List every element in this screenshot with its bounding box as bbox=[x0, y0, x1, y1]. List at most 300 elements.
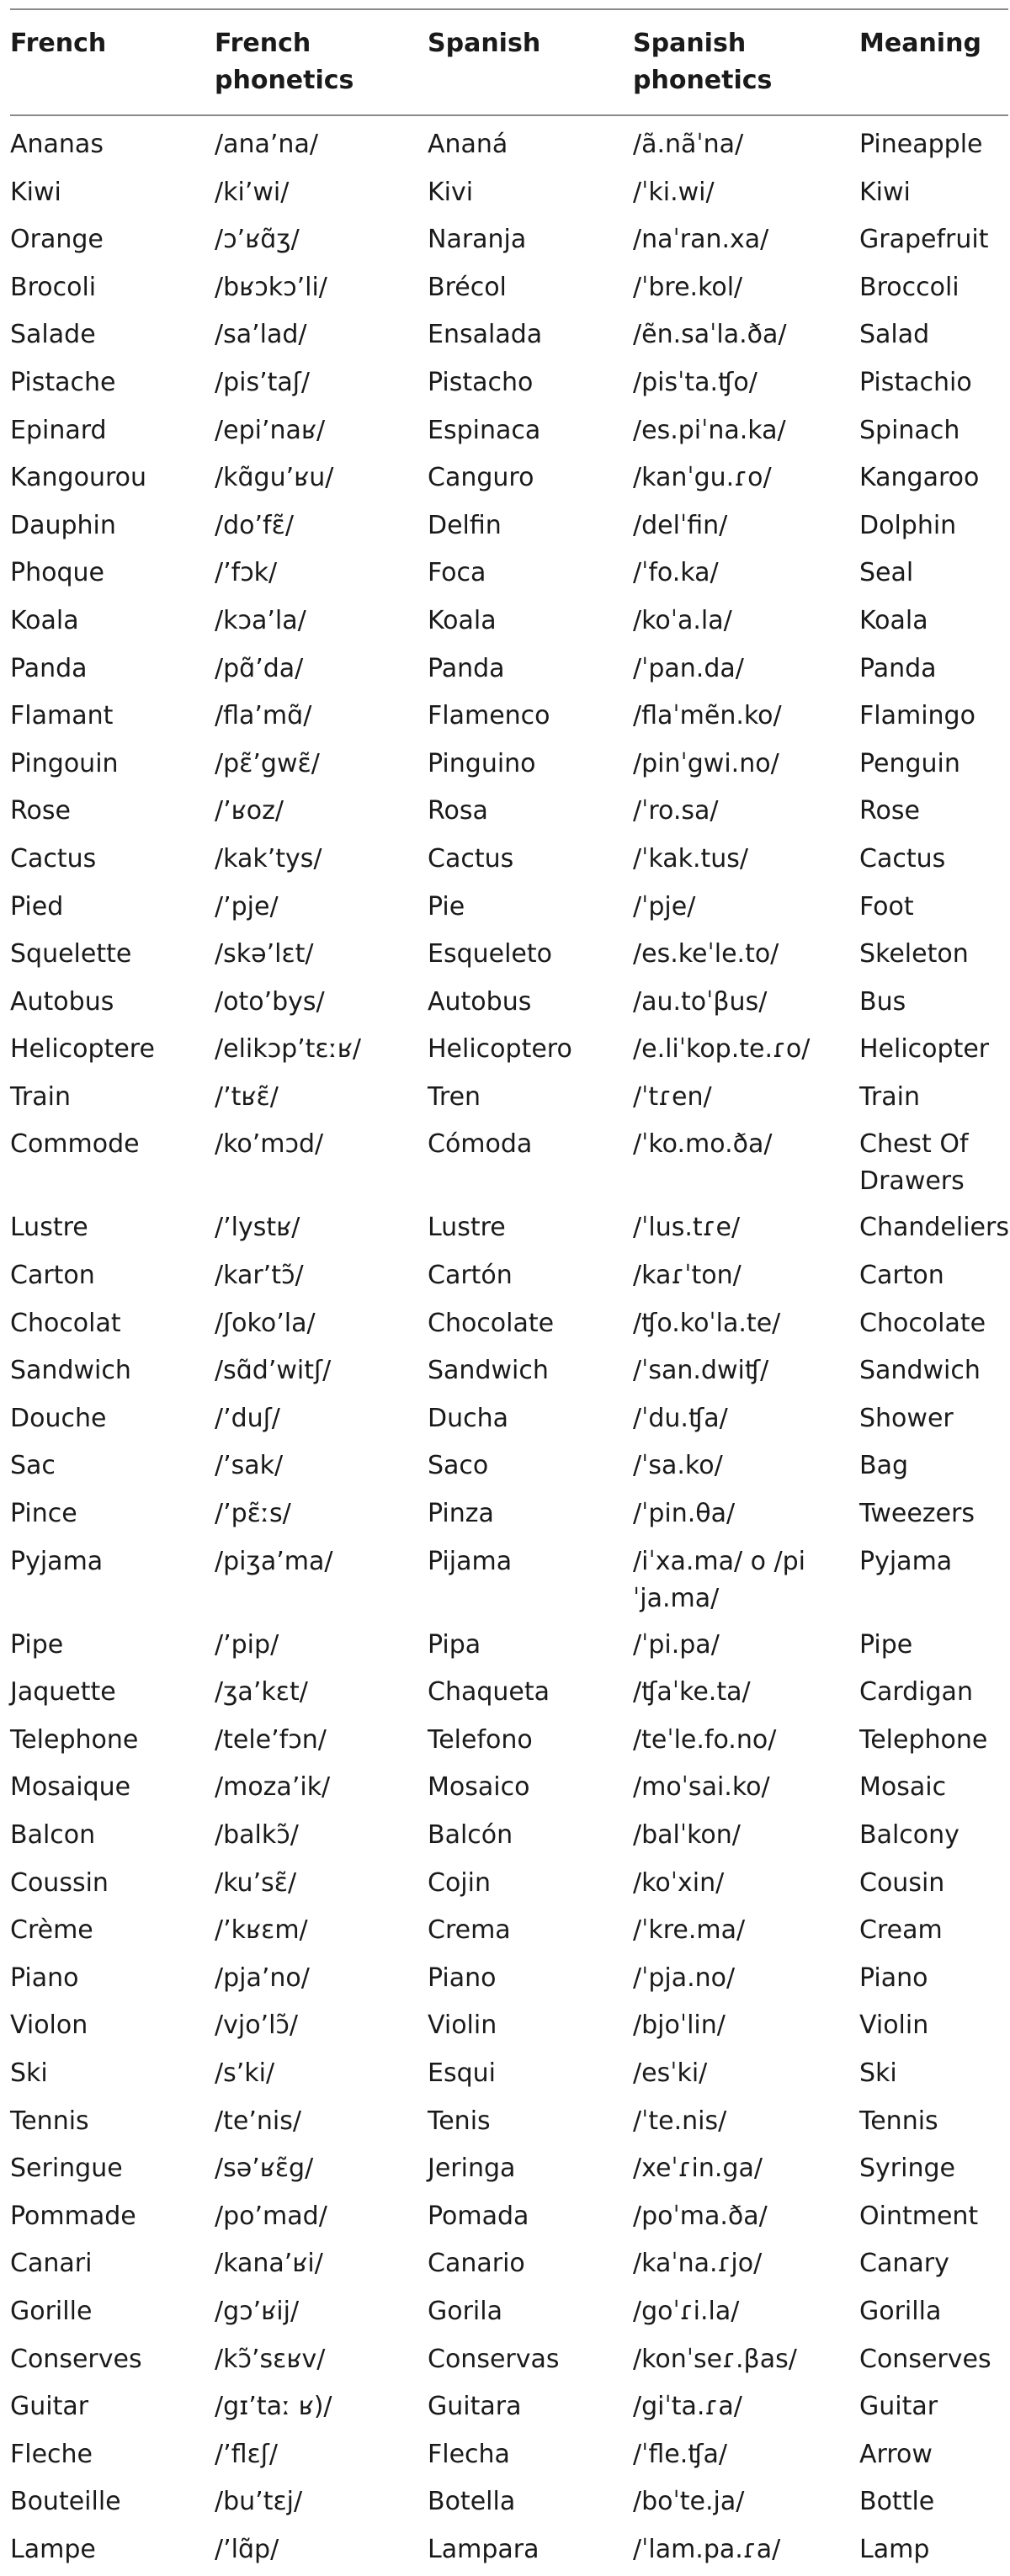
cell-meaning: Rose bbox=[859, 796, 920, 826]
cell-french-phonetics: /kar’tɔ̃/ bbox=[215, 1261, 304, 1291]
cell-spanish-word: Chocolate bbox=[428, 1308, 555, 1338]
cell-french-phonetics: /vjo’lɔ̃/ bbox=[215, 2010, 299, 2041]
cell-french-phonetics: /sɑ̃d’witʃ/ bbox=[215, 1356, 332, 1386]
cell-spanish-word: Telefono bbox=[428, 1724, 533, 1755]
cell-french-phonetics: /gɪ’taː ʁ)/ bbox=[215, 2392, 332, 2422]
cell-spanish-word: Saco bbox=[428, 1451, 489, 1481]
cell-french-word: Violon bbox=[10, 2010, 88, 2041]
cell-spanish-phonetics: /teˈle.fo.no/ bbox=[633, 1724, 777, 1755]
cell-french-phonetics: /’pje/ bbox=[215, 891, 279, 922]
cell-spanish-word: Chaqueta bbox=[428, 1677, 550, 1708]
cell-meaning: Arrow bbox=[859, 2439, 933, 2469]
cell-french-phonetics: /pis’taʃ/ bbox=[215, 367, 310, 397]
table-row bbox=[10, 1617, 1008, 1665]
cell-meaning: Tweezers bbox=[859, 1499, 975, 1529]
cell-french-word: Carton bbox=[10, 1261, 95, 1291]
cell-meaning: Pyjama bbox=[859, 1546, 953, 1576]
cell-french-word: Train bbox=[10, 1081, 71, 1112]
cell-french-phonetics: /ki’wi/ bbox=[215, 177, 290, 207]
cell-spanish-phonetics: /ˈlus.tɾe/ bbox=[633, 1213, 741, 1243]
cell-french-phonetics: /s’ki/ bbox=[215, 2058, 275, 2088]
cell-french-phonetics: /kana’ʁi/ bbox=[215, 2249, 323, 2279]
cell-spanish-word: Conservas bbox=[428, 2344, 560, 2374]
cell-spanish-word: Crema bbox=[428, 1915, 511, 1946]
cell-french-phonetics: /ʃoko’la/ bbox=[215, 1308, 316, 1338]
cell-french-word: Pied bbox=[10, 891, 64, 922]
cell-meaning: Broccoli bbox=[859, 272, 960, 302]
cell-french-phonetics: /’pip/ bbox=[215, 1629, 279, 1660]
cell-meaning: Pipe bbox=[859, 1629, 913, 1660]
cell-meaning: Guitar bbox=[859, 2392, 938, 2422]
cell-french-phonetics: /’tʁɛ̃/ bbox=[215, 1081, 279, 1112]
cell-french-word: Guitar bbox=[10, 2392, 89, 2422]
cell-meaning: Salad bbox=[859, 320, 930, 350]
cell-french-word: Canari bbox=[10, 2249, 93, 2279]
table-row bbox=[10, 1950, 1008, 1998]
cell-meaning: Cactus bbox=[859, 843, 946, 874]
cell-french-word: Rose bbox=[10, 796, 71, 826]
table-row bbox=[10, 688, 1008, 736]
cell-spanish-phonetics: /bjoˈlin/ bbox=[633, 2010, 726, 2041]
cell-spanish-phonetics: /ˈpje/ bbox=[633, 891, 696, 922]
cell-meaning: Pistachio bbox=[859, 367, 972, 397]
table-row bbox=[10, 116, 1008, 164]
table-row bbox=[10, 2521, 1008, 2569]
cell-spanish-word: Panda bbox=[428, 653, 505, 683]
cell-meaning: Chest Of Drawers bbox=[859, 1129, 969, 1197]
cell-french-phonetics: /’pɛ̃ːs/ bbox=[215, 1499, 291, 1529]
cell-meaning: Panda bbox=[859, 653, 937, 683]
cell-french-word: Squelette bbox=[10, 939, 132, 969]
cell-spanish-phonetics: /giˈta.ɾa/ bbox=[633, 2392, 742, 2422]
cell-meaning: Carton bbox=[859, 1261, 944, 1291]
cell-spanish-phonetics: /ˈpan.da/ bbox=[633, 653, 744, 683]
cell-spanish-phonetics: /ˈtɾen/ bbox=[633, 1081, 712, 1112]
table-row bbox=[10, 1855, 1008, 1903]
cell-spanish-word: Delfin bbox=[428, 510, 502, 540]
cell-french-word: Tennis bbox=[10, 2106, 89, 2136]
cell-meaning: Seal bbox=[859, 558, 914, 588]
cell-french-phonetics: /bʁɔkɔ’li/ bbox=[215, 272, 327, 302]
table-row bbox=[10, 306, 1008, 354]
cell-french-word: Gorille bbox=[10, 2296, 93, 2326]
cell-spanish-phonetics: /ˈsan.dwiʧ/ bbox=[633, 1356, 769, 1386]
cell-meaning: Telephone bbox=[859, 1724, 988, 1755]
table-row bbox=[10, 1485, 1008, 1533]
cell-french-word: Kangourou bbox=[10, 463, 146, 493]
cell-meaning: Bus bbox=[859, 986, 906, 1017]
cell-spanish-phonetics: /es.piˈna.ka/ bbox=[633, 415, 786, 445]
cell-meaning: Ski bbox=[859, 2058, 897, 2088]
cell-meaning: Violin bbox=[859, 2010, 929, 2041]
cell-french-word: Lampe bbox=[10, 2534, 96, 2564]
table-row bbox=[10, 211, 1008, 259]
cell-meaning: Kiwi bbox=[859, 177, 911, 207]
cell-french-phonetics: /sa’lad/ bbox=[215, 320, 307, 350]
cell-french-phonetics: /sə’ʁɛ̃g/ bbox=[215, 2154, 314, 2184]
header-spanish-phonetics: Spanish phonetics bbox=[633, 29, 773, 95]
cell-french-phonetics: /balkɔ̃/ bbox=[215, 1820, 299, 1850]
header-french-phonetics: French phonetics bbox=[215, 29, 354, 95]
cell-french-word: Epinard bbox=[10, 415, 107, 445]
cell-spanish-word: Pomada bbox=[428, 2201, 529, 2231]
cell-french-phonetics: /ko’mɔd/ bbox=[215, 1129, 324, 1160]
cell-meaning: Tennis bbox=[859, 2106, 938, 2136]
table-row bbox=[10, 2188, 1008, 2236]
cell-spanish-word: Flecha bbox=[428, 2439, 510, 2469]
cell-spanish-phonetics: /ˈfle.ʧa/ bbox=[633, 2439, 728, 2469]
cell-french-word: Piano bbox=[10, 1963, 79, 1993]
cell-spanish-phonetics: /ʧo.koˈla.te/ bbox=[633, 1308, 781, 1338]
cell-spanish-phonetics: /ˈkak.tus/ bbox=[633, 843, 749, 874]
cell-spanish-phonetics: /pisˈta.ʧo/ bbox=[633, 367, 758, 397]
cell-meaning: Kangaroo bbox=[859, 463, 980, 493]
cell-spanish-phonetics: /esˈki/ bbox=[633, 2058, 708, 2088]
cell-meaning: Koala bbox=[859, 605, 928, 635]
table-row bbox=[10, 2045, 1008, 2093]
cell-spanish-phonetics: /ˈbre.kol/ bbox=[633, 272, 743, 302]
cell-french-word: Sac bbox=[10, 1451, 56, 1481]
cell-french-phonetics: /oto’bys/ bbox=[215, 986, 325, 1017]
cell-meaning: Balcony bbox=[859, 1820, 960, 1850]
cell-french-word: Telephone bbox=[10, 1724, 139, 1755]
cell-french-word: Sandwich bbox=[10, 1356, 131, 1386]
cell-spanish-phonetics: /ˈki.wi/ bbox=[633, 177, 715, 207]
cell-french-word: Brocoli bbox=[10, 272, 97, 302]
cell-meaning: Cream bbox=[859, 1915, 943, 1946]
cell-french-word: Helicoptere bbox=[10, 1034, 155, 1065]
cell-french-phonetics: /’flɛʃ/ bbox=[215, 2439, 278, 2469]
cell-french-word: Pommade bbox=[10, 2201, 136, 2231]
cell-french-word: Coussin bbox=[10, 1867, 109, 1898]
table-row bbox=[10, 259, 1008, 307]
cell-french-word: Kiwi bbox=[10, 177, 61, 207]
cell-spanish-word: Ananá bbox=[428, 130, 508, 159]
cell-spanish-word: Flamenco bbox=[428, 701, 550, 731]
cell-french-word: Cactus bbox=[10, 843, 97, 874]
cell-french-word: Bouteille bbox=[10, 2487, 121, 2517]
cell-spanish-phonetics: /pinˈgwi.no/ bbox=[633, 748, 779, 778]
cell-spanish-phonetics: /moˈsai.ko/ bbox=[633, 1772, 770, 1803]
cell-meaning: Conserves bbox=[859, 2344, 991, 2374]
table-row bbox=[10, 1247, 1008, 1295]
table-row bbox=[10, 1712, 1008, 1760]
table-body bbox=[0, 116, 1010, 2569]
cell-french-phonetics: /do’fɛ̃/ bbox=[215, 510, 294, 540]
cell-french-word: Ski bbox=[10, 2058, 48, 2088]
table-row bbox=[10, 1902, 1008, 1950]
cell-french-word: Autobus bbox=[10, 986, 114, 1017]
cell-french-word: Ananas bbox=[10, 130, 104, 159]
cell-spanish-phonetics: /ˈfo.ka/ bbox=[633, 558, 719, 588]
cell-meaning: Skeleton bbox=[859, 939, 969, 969]
table-row bbox=[10, 1437, 1008, 1485]
cell-spanish-phonetics: /poˈma.ða/ bbox=[633, 2201, 768, 2231]
cell-french-word: Salade bbox=[10, 320, 96, 350]
cell-spanish-word: Lustre bbox=[428, 1213, 506, 1243]
table-row bbox=[10, 1997, 1008, 2045]
table-row bbox=[10, 2378, 1008, 2426]
header-spanish: Spanish bbox=[428, 29, 541, 58]
cell-french-phonetics: /elikɔp’tɛːʁ/ bbox=[215, 1034, 361, 1065]
table-row bbox=[10, 974, 1008, 1022]
cell-french-phonetics: /tele’fɔn/ bbox=[215, 1724, 327, 1755]
table-row bbox=[10, 1069, 1008, 1117]
cell-french-word: Conserves bbox=[10, 2344, 142, 2374]
cell-meaning: Bottle bbox=[859, 2487, 935, 2517]
cell-spanish-word: Autobus bbox=[428, 986, 532, 1017]
cell-french-phonetics: /’kʁɛm/ bbox=[215, 1915, 308, 1946]
cell-french-word: Crème bbox=[10, 1915, 93, 1946]
table-row bbox=[10, 1807, 1008, 1855]
cell-french-phonetics: /kɔ̃’sɛʁv/ bbox=[215, 2344, 326, 2374]
table-row bbox=[10, 2331, 1008, 2379]
cell-meaning: Helicopter bbox=[859, 1034, 990, 1065]
cell-french-phonetics: /piʒa’ma/ bbox=[215, 1546, 333, 1576]
cell-french-phonetics: /moza’ik/ bbox=[215, 1772, 331, 1803]
cell-spanish-phonetics: /kaɾˈton/ bbox=[633, 1261, 742, 1291]
cell-french-phonetics: /gɔ’ʁij/ bbox=[215, 2296, 300, 2326]
cell-spanish-phonetics: /ˈpi.pa/ bbox=[633, 1629, 720, 1660]
cell-french-phonetics: /’duʃ/ bbox=[215, 1403, 280, 1433]
cell-spanish-word: Piano bbox=[428, 1963, 497, 1993]
cell-meaning: Lamp bbox=[859, 2534, 930, 2564]
cell-spanish-phonetics: /ˈte.nis/ bbox=[633, 2106, 727, 2136]
cell-french-word: Koala bbox=[10, 605, 79, 635]
cell-spanish-word: Pie bbox=[428, 891, 465, 922]
cell-spanish-phonetics: /ˈpja.no/ bbox=[633, 1963, 736, 1993]
table-row bbox=[10, 354, 1008, 402]
cell-spanish-word: Pinza bbox=[428, 1499, 494, 1529]
cell-spanish-word: Mosaico bbox=[428, 1772, 530, 1803]
cell-spanish-phonetics: /goˈɾi.la/ bbox=[633, 2296, 740, 2326]
cell-french-word: Phoque bbox=[10, 558, 104, 588]
cell-spanish-phonetics: /koˈa.la/ bbox=[633, 605, 732, 635]
cell-meaning: Flamingo bbox=[859, 701, 975, 731]
cell-meaning: Piano bbox=[859, 1963, 928, 1993]
vocabulary-table bbox=[0, 8, 1010, 2569]
cell-spanish-phonetics: /ˈpin.θa/ bbox=[633, 1499, 736, 1529]
cell-spanish-phonetics: /ˈlam.pa.ɾa/ bbox=[633, 2534, 781, 2564]
cell-meaning: Canary bbox=[859, 2249, 949, 2279]
cell-french-phonetics: /pɛ̃’gwɛ̃/ bbox=[215, 748, 320, 778]
cell-spanish-phonetics: /boˈte.ja/ bbox=[633, 2487, 745, 2517]
cell-spanish-phonetics: /xeˈɾin.ga/ bbox=[633, 2154, 763, 2184]
cell-french-phonetics: /ana’na/ bbox=[215, 130, 318, 159]
cell-spanish-word: Espinaca bbox=[428, 415, 541, 445]
table-row bbox=[10, 926, 1008, 974]
cell-french-word: Chocolat bbox=[10, 1308, 121, 1338]
cell-meaning: Chocolate bbox=[859, 1308, 986, 1338]
cell-french-phonetics: /’lystʁ/ bbox=[215, 1213, 300, 1243]
table-row bbox=[10, 1021, 1008, 1069]
table-row bbox=[10, 831, 1008, 879]
cell-french-phonetics: /pɑ̃’da/ bbox=[215, 653, 304, 683]
cell-spanish-word: Ducha bbox=[428, 1403, 509, 1433]
cell-spanish-word: Cactus bbox=[428, 843, 514, 874]
cell-french-phonetics: /kak’tys/ bbox=[215, 843, 322, 874]
cell-spanish-word: Tenis bbox=[428, 2106, 491, 2136]
cell-french-phonetics: /ku’sɛ̃/ bbox=[215, 1867, 297, 1898]
cell-meaning: Sandwich bbox=[859, 1356, 981, 1386]
cell-french-word: Pince bbox=[10, 1499, 77, 1529]
cell-meaning: Chandeliers bbox=[859, 1213, 1009, 1243]
cell-spanish-phonetics: /es.keˈle.to/ bbox=[633, 939, 779, 969]
cell-french-word: Pistache bbox=[10, 367, 116, 397]
cell-spanish-phonetics: /ã.nãˈna/ bbox=[633, 130, 744, 159]
table-row bbox=[10, 1759, 1008, 1807]
cell-french-word: Flamant bbox=[10, 701, 114, 731]
cell-french-phonetics: /pja’no/ bbox=[215, 1963, 310, 1993]
cell-spanish-word: Gorila bbox=[428, 2296, 502, 2326]
table-row bbox=[10, 640, 1008, 688]
cell-french-word: Lustre bbox=[10, 1213, 88, 1243]
cell-meaning: Shower bbox=[859, 1403, 954, 1433]
cell-french-word: Panda bbox=[10, 653, 88, 683]
cell-french-word: Orange bbox=[10, 225, 104, 255]
cell-french-phonetics: /’lɑ̃p/ bbox=[215, 2534, 279, 2564]
table-row bbox=[10, 736, 1008, 783]
cell-spanish-phonetics: /flaˈmẽn.ko/ bbox=[633, 701, 782, 731]
cell-meaning: Spinach bbox=[859, 415, 960, 445]
table-row bbox=[10, 1390, 1008, 1438]
table-row bbox=[10, 2473, 1008, 2521]
cell-spanish-word: Pipa bbox=[428, 1629, 481, 1660]
cell-french-word: Mosaique bbox=[10, 1772, 131, 1803]
cell-french-phonetics: /skə’lɛt/ bbox=[215, 939, 314, 969]
table-row bbox=[10, 2426, 1008, 2474]
cell-spanish-word: Jeringa bbox=[428, 2154, 516, 2184]
cell-meaning: Train bbox=[859, 1081, 920, 1112]
cell-meaning: Pineapple bbox=[859, 130, 983, 159]
cell-french-phonetics: /epi’naʁ/ bbox=[215, 415, 326, 445]
cell-french-word: Balcon bbox=[10, 1820, 96, 1850]
cell-french-word: Fleche bbox=[10, 2439, 93, 2469]
cell-spanish-word: Naranja bbox=[428, 225, 527, 255]
cell-french-word: Commode bbox=[10, 1129, 140, 1160]
cell-spanish-word: Pinguino bbox=[428, 748, 536, 778]
cell-french-phonetics: /ɔ’ʁɑ̃ʒ/ bbox=[215, 225, 300, 255]
cell-spanish-phonetics: /ʧaˈke.ta/ bbox=[633, 1677, 751, 1708]
cell-meaning: Dolphin bbox=[859, 510, 957, 540]
table-row bbox=[10, 2235, 1008, 2283]
cell-french-word: Douche bbox=[10, 1403, 107, 1433]
cell-meaning: Bag bbox=[859, 1451, 909, 1481]
table-row bbox=[10, 783, 1008, 831]
cell-spanish-phonetics: /ˈko.mo.ða/ bbox=[633, 1129, 773, 1160]
table-row bbox=[10, 449, 1008, 497]
table-row bbox=[10, 2093, 1008, 2141]
cell-meaning: Syringe bbox=[859, 2154, 955, 2184]
cell-french-word: Pingouin bbox=[10, 748, 119, 778]
table-row bbox=[10, 544, 1008, 592]
cell-meaning: Gorilla bbox=[859, 2296, 942, 2326]
table-row bbox=[10, 497, 1008, 545]
cell-spanish-phonetics: /kaˈna.ɾjo/ bbox=[633, 2249, 763, 2279]
cell-french-word: Pipe bbox=[10, 1629, 64, 1660]
cell-spanish-phonetics: /konˈseɾ.βas/ bbox=[633, 2344, 797, 2374]
table-row bbox=[10, 1533, 1008, 1617]
cell-meaning: Mosaic bbox=[859, 1772, 947, 1803]
cell-spanish-phonetics: /ˈkre.ma/ bbox=[633, 1915, 746, 1946]
table-row bbox=[10, 1199, 1008, 1247]
cell-spanish-phonetics: /naˈran.xa/ bbox=[633, 225, 769, 255]
cell-spanish-word: Sandwich bbox=[428, 1356, 549, 1386]
cell-spanish-phonetics: /iˈxa.ma/ o /piˈja.ma/ bbox=[633, 1546, 805, 1613]
table-row bbox=[10, 402, 1008, 450]
cell-spanish-word: Tren bbox=[428, 1081, 481, 1112]
cell-spanish-word: Violin bbox=[428, 2010, 497, 2041]
cell-meaning: Foot bbox=[859, 891, 914, 922]
cell-spanish-word: Canguro bbox=[428, 463, 534, 493]
table-row bbox=[10, 1342, 1008, 1390]
table-row bbox=[10, 1116, 1008, 1199]
header-meaning: Meaning bbox=[859, 29, 981, 58]
cell-spanish-phonetics: /ˈro.sa/ bbox=[633, 796, 719, 826]
cell-spanish-phonetics: /ˈdu.ʧa/ bbox=[633, 1403, 728, 1433]
cell-meaning: Ointment bbox=[859, 2201, 979, 2231]
cell-spanish-word: Helicoptero bbox=[428, 1034, 572, 1065]
cell-french-phonetics: /te’nis/ bbox=[215, 2106, 301, 2136]
cell-spanish-word: Brécol bbox=[428, 272, 507, 302]
cell-spanish-word: Esqueleto bbox=[428, 939, 553, 969]
cell-spanish-phonetics: /e.liˈkop.te.ɾo/ bbox=[633, 1034, 811, 1065]
cell-spanish-word: Esqui bbox=[428, 2058, 496, 2088]
cell-spanish-word: Ensalada bbox=[428, 320, 543, 350]
cell-french-phonetics: /po’mad/ bbox=[215, 2201, 327, 2231]
cell-french-phonetics: /bu’tɛj/ bbox=[215, 2487, 303, 2517]
cell-meaning: Cousin bbox=[859, 1867, 945, 1898]
cell-spanish-word: Guitara bbox=[428, 2392, 522, 2422]
cell-french-phonetics: /kɔa’la/ bbox=[215, 605, 306, 635]
cell-spanish-word: Canario bbox=[428, 2249, 525, 2279]
cell-french-word: Seringue bbox=[10, 2154, 123, 2184]
cell-spanish-word: Rosa bbox=[428, 796, 488, 826]
cell-spanish-phonetics: /koˈxin/ bbox=[633, 1867, 725, 1898]
cell-spanish-phonetics: /kanˈgu.ɾo/ bbox=[633, 463, 772, 493]
cell-spanish-word: Pijama bbox=[428, 1546, 513, 1576]
cell-meaning: Grapefruit bbox=[859, 225, 989, 255]
cell-spanish-phonetics: /delˈfin/ bbox=[633, 510, 728, 540]
table-row bbox=[10, 2283, 1008, 2331]
cell-french-phonetics: /ʒa’kɛt/ bbox=[215, 1677, 308, 1708]
cell-french-phonetics: /kɑ̃gu’ʁu/ bbox=[215, 463, 334, 493]
cell-meaning: Cardigan bbox=[859, 1677, 973, 1708]
cell-meaning: Penguin bbox=[859, 748, 960, 778]
table-row bbox=[10, 592, 1008, 640]
cell-spanish-phonetics: /ẽn.saˈla.ða/ bbox=[633, 320, 787, 350]
cell-french-phonetics: /fla’mɑ̃/ bbox=[215, 701, 312, 731]
table-row bbox=[10, 2140, 1008, 2188]
table-header-row bbox=[10, 10, 1008, 116]
cell-spanish-word: Koala bbox=[428, 605, 497, 635]
cell-spanish-word: Botella bbox=[428, 2487, 516, 2517]
cell-spanish-word: Balcón bbox=[428, 1820, 513, 1850]
header-french: French bbox=[10, 29, 107, 58]
table-row bbox=[10, 1664, 1008, 1712]
table-row bbox=[10, 164, 1008, 212]
cell-spanish-word: Cartón bbox=[428, 1261, 513, 1291]
table-row bbox=[10, 879, 1008, 927]
cell-spanish-phonetics: /ˈsa.ko/ bbox=[633, 1451, 723, 1481]
cell-spanish-word: Pistacho bbox=[428, 367, 534, 397]
cell-french-word: Jaquette bbox=[10, 1677, 116, 1708]
cell-spanish-phonetics: /balˈkon/ bbox=[633, 1820, 741, 1850]
cell-spanish-word: Kivi bbox=[428, 177, 474, 207]
cell-french-word: Dauphin bbox=[10, 510, 116, 540]
table-row bbox=[10, 1295, 1008, 1343]
cell-french-word: Pyjama bbox=[10, 1546, 104, 1576]
